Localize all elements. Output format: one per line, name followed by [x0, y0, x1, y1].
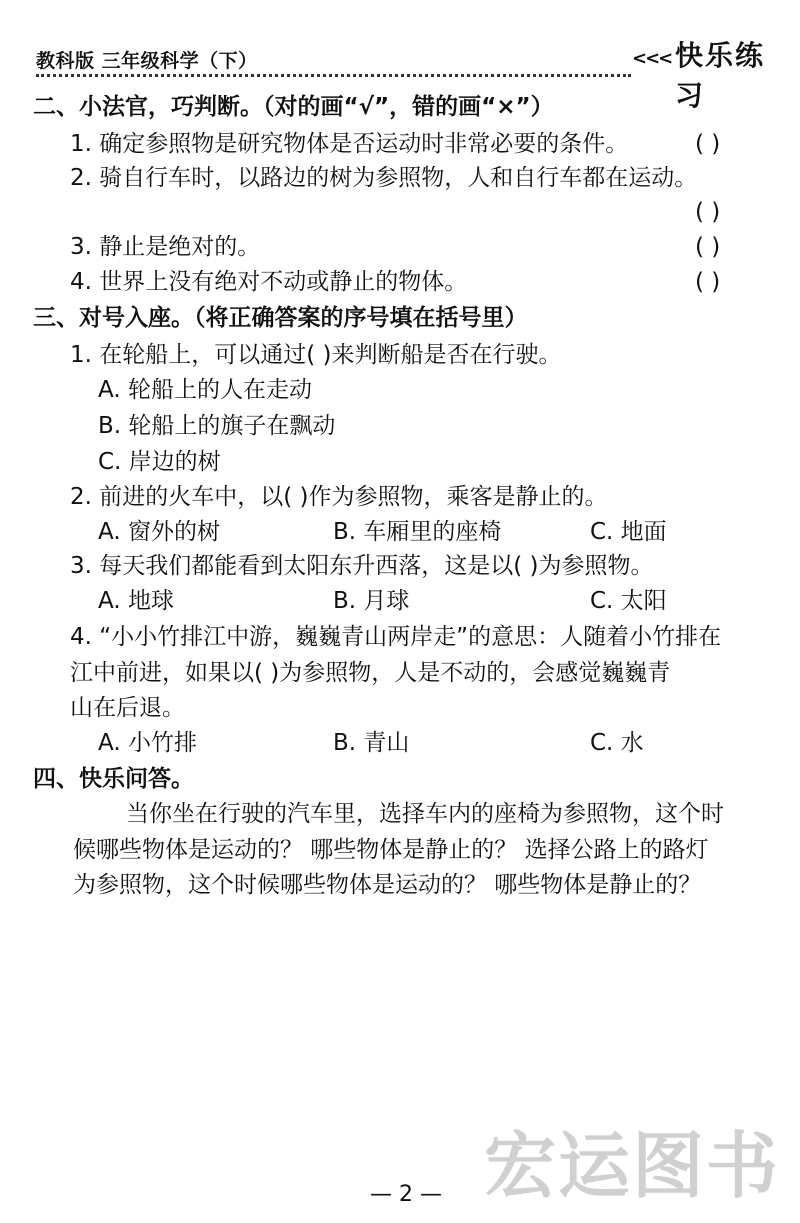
qa-paragraph-line3: 为参照物，这个时候哪些物体是运动的？ 哪些物体是静止的？	[73, 872, 702, 898]
section-banner-title: 快乐练习	[675, 39, 766, 112]
q3-option-b: B. 月球	[333, 588, 410, 614]
header-dotted-rule	[36, 74, 631, 77]
judge-item-1: 1. 确定参照物是研究物体是否运动时非常必要的条件。	[70, 131, 629, 157]
section4-title: 四、快乐问答。	[33, 766, 194, 792]
answer-blank-2[interactable]: ( )	[695, 199, 721, 225]
answer-blank-4[interactable]: ( )	[695, 269, 721, 295]
q1-option-c: C. 岸边的树	[98, 449, 221, 475]
q1-option-b: B. 轮船上的旗子在飘动	[98, 413, 336, 439]
q1-option-a: A. 轮船上的人在走动	[98, 377, 312, 403]
choice-question-4-line2: 江中前进，如果以( )为参照物，人是不动的，会感觉巍巍青	[70, 660, 671, 686]
chevrons-icon: <<<	[632, 48, 672, 69]
q4-option-c: C. 水	[590, 730, 644, 756]
choice-question-4-line3: 山在后退。	[70, 695, 185, 721]
q2-option-c: C. 地面	[590, 519, 667, 545]
q4-option-a: A. 小竹排	[98, 730, 197, 756]
qa-paragraph-line1: 当你坐在行驶的汽车里，选择车内的座椅为参照物，这个时	[126, 801, 724, 827]
judge-item-3: 3. 静止是绝对的。	[70, 234, 261, 260]
answer-blank-3[interactable]: ( )	[695, 234, 721, 260]
judge-item-4: 4. 世界上没有绝对不动或静止的物体。	[70, 269, 468, 295]
q2-option-a: A. 窗外的树	[98, 519, 220, 545]
q2-option-b: B. 车厢里的座椅	[333, 519, 502, 545]
section3-title: 三、对号入座。（将正确答案的序号填在括号里）	[33, 305, 528, 331]
choice-question-1: 1. 在轮船上，可以通过( )来判断船是否在行驶。	[70, 342, 562, 368]
answer-blank-1[interactable]: ( )	[695, 131, 721, 157]
publisher-watermark: 宏运图书	[484, 1124, 781, 1208]
page-number: — 2 —	[370, 1182, 442, 1207]
choice-question-4-line1: 4. “小小竹排江中游，巍巍青山两岸走”的意思：人随着小竹排在	[70, 624, 722, 650]
q3-option-a: A. 地球	[98, 588, 174, 614]
qa-paragraph-line2: 候哪些物体是运动的？ 哪些物体是静止的？ 选择公路上的路灯	[73, 837, 709, 863]
q3-option-c: C. 太阳	[590, 588, 667, 614]
choice-question-3: 3. 每天我们都能看到太阳东升西落，这是以( )为参照物。	[70, 553, 654, 579]
q4-option-b: B. 青山	[333, 730, 410, 756]
choice-question-2: 2. 前进的火车中，以( )作为参照物，乘客是静止的。	[70, 484, 608, 510]
judge-item-2: 2. 骑自行车时，以路边的树为参照物，人和自行车都在运动。	[70, 165, 698, 191]
book-edition-label: 教科版 三年级科学（下）	[36, 50, 258, 72]
section2-title: 二、小法官，巧判断。（对的画“√”，错的画“×”）	[33, 94, 554, 120]
